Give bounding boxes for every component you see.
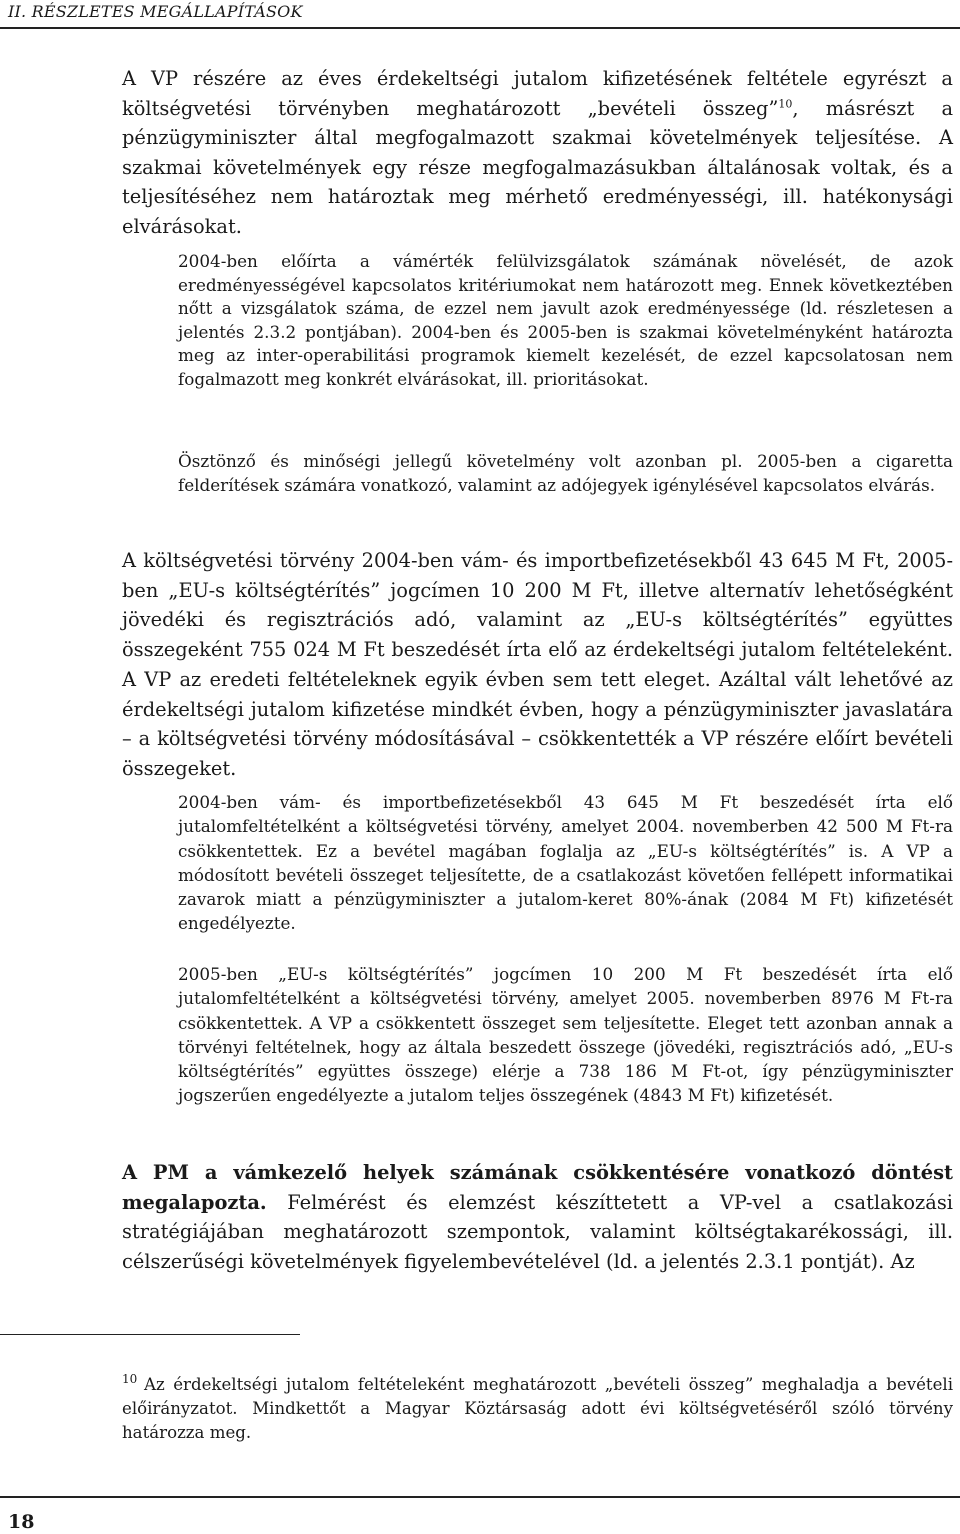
paragraph-incentive-requirement: Ösztönző és minőségi jellegű követelmény volt azonban pl. 2005-ben a cigaretta felderítések számára vonatkozó, valamint az adójegyek igénylésével kapcsolatos elvárás. <box>178 451 953 495</box>
paragraph-pm-decision <box>122 1158 953 1276</box>
paragraph-2004-revenue: 2004-ben vám- és importbefizetésekből 43 645 M Ft beszedését írta elő jutalomfeltételként a költségvetési törvény, amelyet 2004. novemberben 42 500 M Ft-ra csökkentettek. Ez a bevétel magában foglalja az „EU-s költségtérítés” is. A VP a módosított bevételi összeget teljesítette, de a csatlakozást követően fellépett informatikai zavarok miatt a pénzügyminiszter a jutalom-keret 80%-ának (2084 M Ft) kifizetését engedélyezte. <box>178 792 953 934</box>
footnote-divider <box>0 1334 300 1335</box>
paragraph-text: A VP részére az éves érdekeltségi jutalom kifizetésének feltétele egyrészt a költségvetési törvényben meghatározott „bevételi összeg” <box>122 67 953 120</box>
paragraph-text-continued: , másrészt a pénzügyminiszter által megfogalmazott szakmai követelmények teljesítése. A szakmai követelmények egy része megfogalmazásukban általánosak voltak, és a teljesítéséhez nem határoztak meg mérhető eredményességi, ill. hatékonysági elvárásokat. <box>122 96 954 238</box>
paragraph-text: Felmérést és elemzést készíttetett a VP-vel a csatlakozási stratégiájában meghatározott szempontok, valamint költségtakarékossági, ill. célszerűségi követelmények figyelembevételével (ld. a jelentés 2.3.1 pontját). Az <box>122 1190 953 1273</box>
footer-divider <box>0 1496 960 1498</box>
footnote-text: Az érdekeltségi jutalom feltételeként meghatározott „bevételi összeg” meghaladja a bevételi előirányzatot. Mindkettőt a Magyar Köztársaság adott évi költségvetéséről szóló törvény határozza meg. <box>122 1375 953 1442</box>
footnote-reference[interactable]: 10 <box>778 97 793 111</box>
bold-finding: A PM a vámkezelő helyek számának csökkentésére vonatkozó döntést megalapozta. <box>122 1161 953 1214</box>
header-divider <box>0 27 960 29</box>
running-header: II. RÉSZLETES MEGÁLLAPÍTÁSOK <box>8 2 303 21</box>
paragraph-customs-value-review: 2004-ben előírta a vámérték felülvizsgálatok számának növelését, de azok eredményességével kapcsolatos kritériumokat nem határozott meg. Ennek következtében nőtt a vizsgálatok száma, de ezzel nem javult azok eredményessége (ld. részletesen a jelentés 2.3.2 pontjában). 2004-ben és 2005-ben is szakmai követelményként határozta meg az inter-operabilitási programok kiemelt kezelését, de ezzel kapcsolatosan nem fogalmazott meg konkrét elvárásokat, ill. prioritásokat. <box>178 251 953 389</box>
footnote-marker: 10 <box>122 1372 138 1386</box>
paragraph-budget-law: A költségvetési törvény 2004-ben vám- és importbefizetésekből 43 645 M Ft, 2005-ben „EU-s költségtérítés” jogcímen 10 200 M Ft, illetve alternatív lehetőségként jövedéki és regisztrációs adó, valamint az „EU-s költségtérítés” együttes összegeként 755 024 M Ft beszedését írta elő az érdekeltségi jutalom feltételeként. A VP az eredeti feltételeknek egyik évben sem tett eleget. Azáltal vált lehetővé az érdekeltségi jutalom kifizetése mindkét évben, hogy a pénzügyminiszter javaslatára – a költségvetési törvény módosításával – csökkentették a VP részére előírt bevételi összegeket. <box>122 549 953 780</box>
paragraph-reward-conditions <box>122 64 953 241</box>
paragraph-2005-revenue: 2005-ben „EU-s költségtérítés” jogcímen 10 200 M Ft beszedését írta elő jutalomfeltételként a költségvetési törvény, amelyet 2005. novemberben 8976 M Ft-ra csökkentettek. A VP a csökkentett összeget sem teljesítette. Eleget tett azonban annak a törvényi feltételnek, hogy az általa beszedett összege (jövedéki, regisztrációs adó, „EU-s költségtérítés” együttes összege) elérje a 738 186 M Ft-ot, így pénzügyminiszter jogszerűen engedélyezte a jutalom teljes összegének (4843 M Ft) kifizetését. <box>178 964 953 1106</box>
page-number: 18 <box>8 1511 35 1533</box>
